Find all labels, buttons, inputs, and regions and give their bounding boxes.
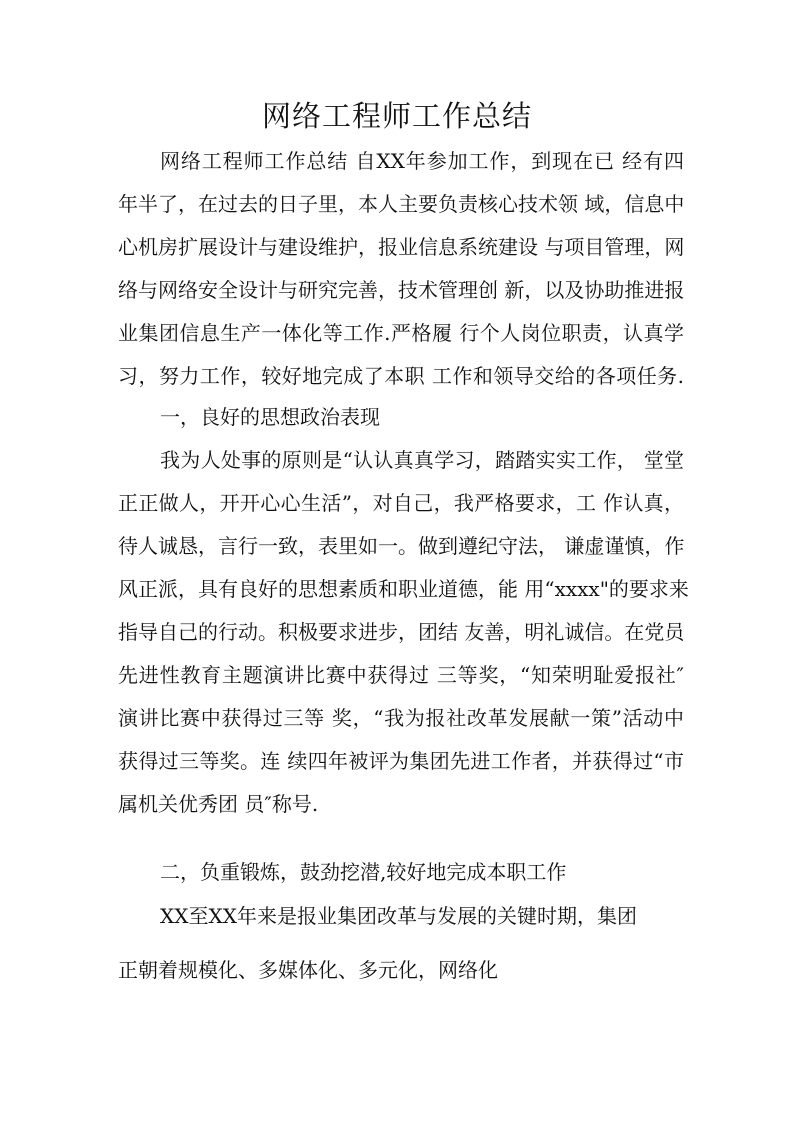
paragraph-2-line-5: 指导自己的行动。积极要求进步，团结 友善，明礼诚信。在党员 [118, 620, 685, 644]
paragraph-2-line-1: 我为人处事的原则是“认认真真学习，踏踏实实工作， 堂堂 [160, 448, 684, 472]
paragraph-2-line-3: 待人诚恳，言行一致，表里如一。做到遵纪守法， 谦虚谨慎，作 [118, 534, 685, 558]
paragraph-3-line-1: XX至XX年来是报业集团改革与发展的关键时期，集团 [160, 904, 637, 928]
paragraph-2-line-9: 属机关优秀团 员″称号. [118, 792, 319, 816]
paragraph-1-line-4: 络与网络安全设计与研究完善，技术管理创 新，以及协助推进报 [118, 278, 685, 302]
paragraph-1-line-3: 心机房扩展设计与建设维护，报业信息系统建设 与项目管理，网 [118, 235, 685, 259]
paragraph-2-line-8: 获得过三等奖。连 续四年被评为集团先进工作者，并获得过“市 [118, 749, 684, 773]
paragraph-1-line-5: 业集团信息生产一体化等工作.严格履 行个人岗位职责，认真学 [118, 321, 684, 345]
paragraph-1-line-2: 年半了，在过去的日子里，本人主要负责核心技术领 域，信息中 [118, 192, 685, 216]
paragraph-1-line-1: 网络工程师工作总结 自XX年参加工作，到现在已 经有四 [160, 149, 684, 173]
section-1-heading: 一，良好的思想政治表现 [160, 405, 380, 429]
document-title: 网络工程师工作总结 [261, 99, 532, 133]
paragraph-3-line-2: 正朝着规模化、多媒体化、多元化，网络化 [118, 958, 498, 982]
section-2-heading: 二，负重锻炼，鼓劲挖潜,较好地完成本职工作 [160, 860, 567, 884]
paragraph-1-line-6: 习，努力工作，较好地完成了本职 工作和领导交给的各项任务. [118, 364, 684, 388]
paragraph-2-line-6: 先进性教育主题演讲比赛中获得过 三等奖，“知荣明耻爱报社″ [118, 663, 684, 687]
paragraph-2-line-4: 风正派，具有良好的思想素质和职业道德，能 用“xxxx"的要求来 [118, 577, 689, 601]
paragraph-2-line-7: 演讲比赛中获得过三等 奖，“我为报社改革发展献一策”活动中 [118, 706, 684, 730]
paragraph-2-line-2: 正正做人，开开心心生活”，对自己，我严格要求，工 作认真， [118, 491, 684, 515]
